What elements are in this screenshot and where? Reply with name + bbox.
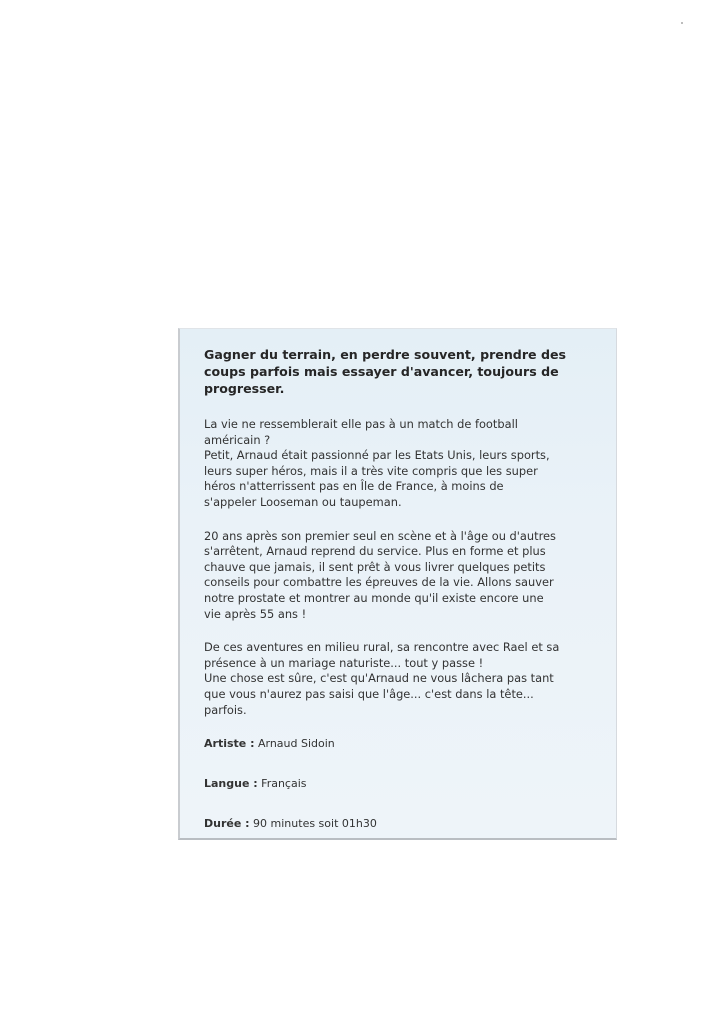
paragraph-line: héros n'atterrissent pas en Île de France, à moins de [204,479,504,494]
duration-info [204,816,599,831]
duration-label: Durée : [204,817,250,831]
language-info [204,776,599,791]
paragraph-line: présence à un mariage naturiste... tout y passe ! [204,655,484,670]
paragraph-line: parfois. [204,702,247,717]
paragraph-line: chauve que jamais, il sent prêt à vous livrer quelques petits [204,559,546,574]
paragraph-line: conseils pour combattre les épreuves de la vie. Allons sauver [204,575,554,590]
paragraph-line: s'appeler Looseman ou taupeman. [204,494,402,509]
paragraph-line: leurs super héros, mais il a très vite compris que les super [204,463,538,478]
paragraph-line: La vie ne ressemblerait elle pas à un match de football [204,417,518,431]
paragraph-intro [204,417,599,511]
paragraph-line: que vous n'aurez pas saisi que l'âge... c'est dans la tête... [204,686,534,701]
paragraph-line: vie après 55 ans ! [204,606,307,621]
scan-speck [681,22,683,24]
paragraph-line: Une chose est sûre, c'est qu'Arnaud ne vous lâchera pas tant [204,671,554,686]
paragraph-adventures [204,640,599,718]
paragraph-line: notre prostate et montrer au monde qu'il existe encore une [204,590,544,605]
duration-value: 90 minutes soit 01h30 [249,817,377,831]
language-value: Français [257,777,307,791]
paragraph-comeback [204,529,599,623]
artist-label: Artiste : [204,737,255,751]
paragraph-line: Petit, Arnaud était passionné par les Etats Unis, leurs sports, [204,448,550,463]
paragraph-line: 20 ans après son premier seul en scène et à l'âge ou d'autres [204,528,556,543]
card-content [204,346,599,831]
show-description-card [178,328,617,840]
language-label: Langue : [204,777,258,791]
artist-info [204,736,599,751]
paragraph-line: De ces aventures en milieu rural, sa rencontre avec Rael et sa [204,640,560,655]
paragraph-line: américain ? [204,432,271,447]
headline: Gagner du terrain, en perdre souvent, prendre des coups parfois mais essayer d'avancer, toujours de progresser. [204,347,567,396]
paragraph-line: s'arrêtent, Arnaud reprend du service. Plus en forme et plus [204,544,546,559]
artist-value: Arnaud Sidoin [254,737,335,751]
